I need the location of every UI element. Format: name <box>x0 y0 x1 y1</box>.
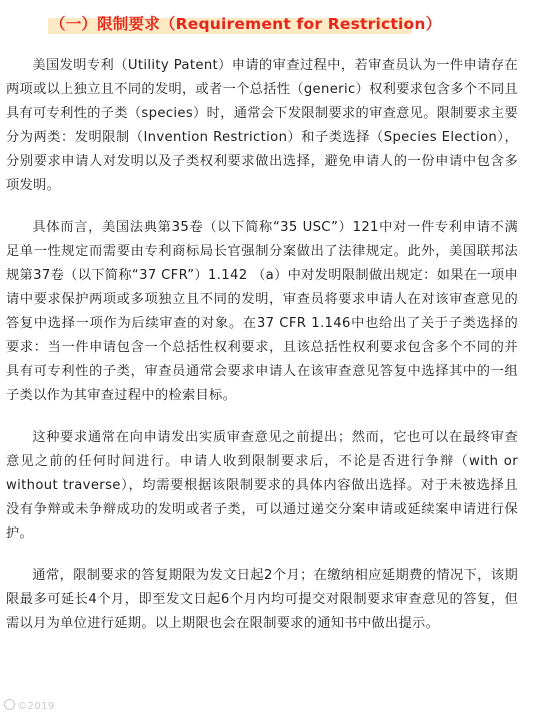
watermark <box>4 699 55 712</box>
watermark-icon <box>4 699 15 710</box>
paragraph-legal-basis: 具体而言，美国法典第35卷（以下简称“35 USC”）121中对一件专利申请不满足单一性规定而需要由专利商标局长官强制分案做出了法律规定。此外，美国联邦法规第37卷（以下简称“37 CFR”）1.142 （a）中对发明限制做出规定：如果在一项申请中要求保护两项或多项独立且不同的发明，审查员将要求申请人在对该审查意见的答复中选择一项作为后续审查的对象。在37 CFR 1.146中也给出了关于子类选择的要求：当一件申请包含一个总括性权利要求，且该总括性权利要求包含多个不同的并具有可专利性的子类，审查员通常会要求申请人在该审查意见答复中选择其中的一组子类以作为其审查过程中的检索目标。 <box>6 220 518 403</box>
section-heading-wrap <box>48 8 442 38</box>
paragraph-timing: 这种要求通常在向申请发出实质审查意见之前提出；然而，它也可以在最终审查意见之前的任何时间进行。申请人收到限制要求后，不论是否进行争辩（with or without traverse），均需要根据该限制要求的具体内容做出选择。对于未被选择且没有争辩或未争辩成功的发明或者子类，可以通过递交分案申请或延续案申请进行保护。 <box>6 430 518 541</box>
section-heading: （一）限制要求（Requirement for Restriction） <box>50 15 442 33</box>
paragraph-deadline: 通常，限制要求的答复期限为发文日起2个月；在缴纳相应延期费的情况下，该期限最多可延长4个月，即至发文日起6个月内均可提交对限制要求审查意见的答复，但需以月为单位进行延期。以上期限也会在限制要求的通知书中做出提示。 <box>6 568 518 631</box>
paragraph-overview: 美国发明专利（Utility Patent）申请的审查过程中，若审查员认为一件申请存在两项或以上独立且不同的发明，或者一个总括性（generic）权利要求包含多个不同且具有可专利性的子类（species）时，通常会下发限制要求的审查意见。限制要求主要分为两类：发明限制（Invention Restriction）和子类选择（Species Election），分别要求申请人对发明以及子类权利要求做出选择，避免申请人的一份申请中包含多项发明。 <box>6 58 519 193</box>
article-body <box>6 54 518 654</box>
watermark-text: ©2019 <box>17 701 55 712</box>
